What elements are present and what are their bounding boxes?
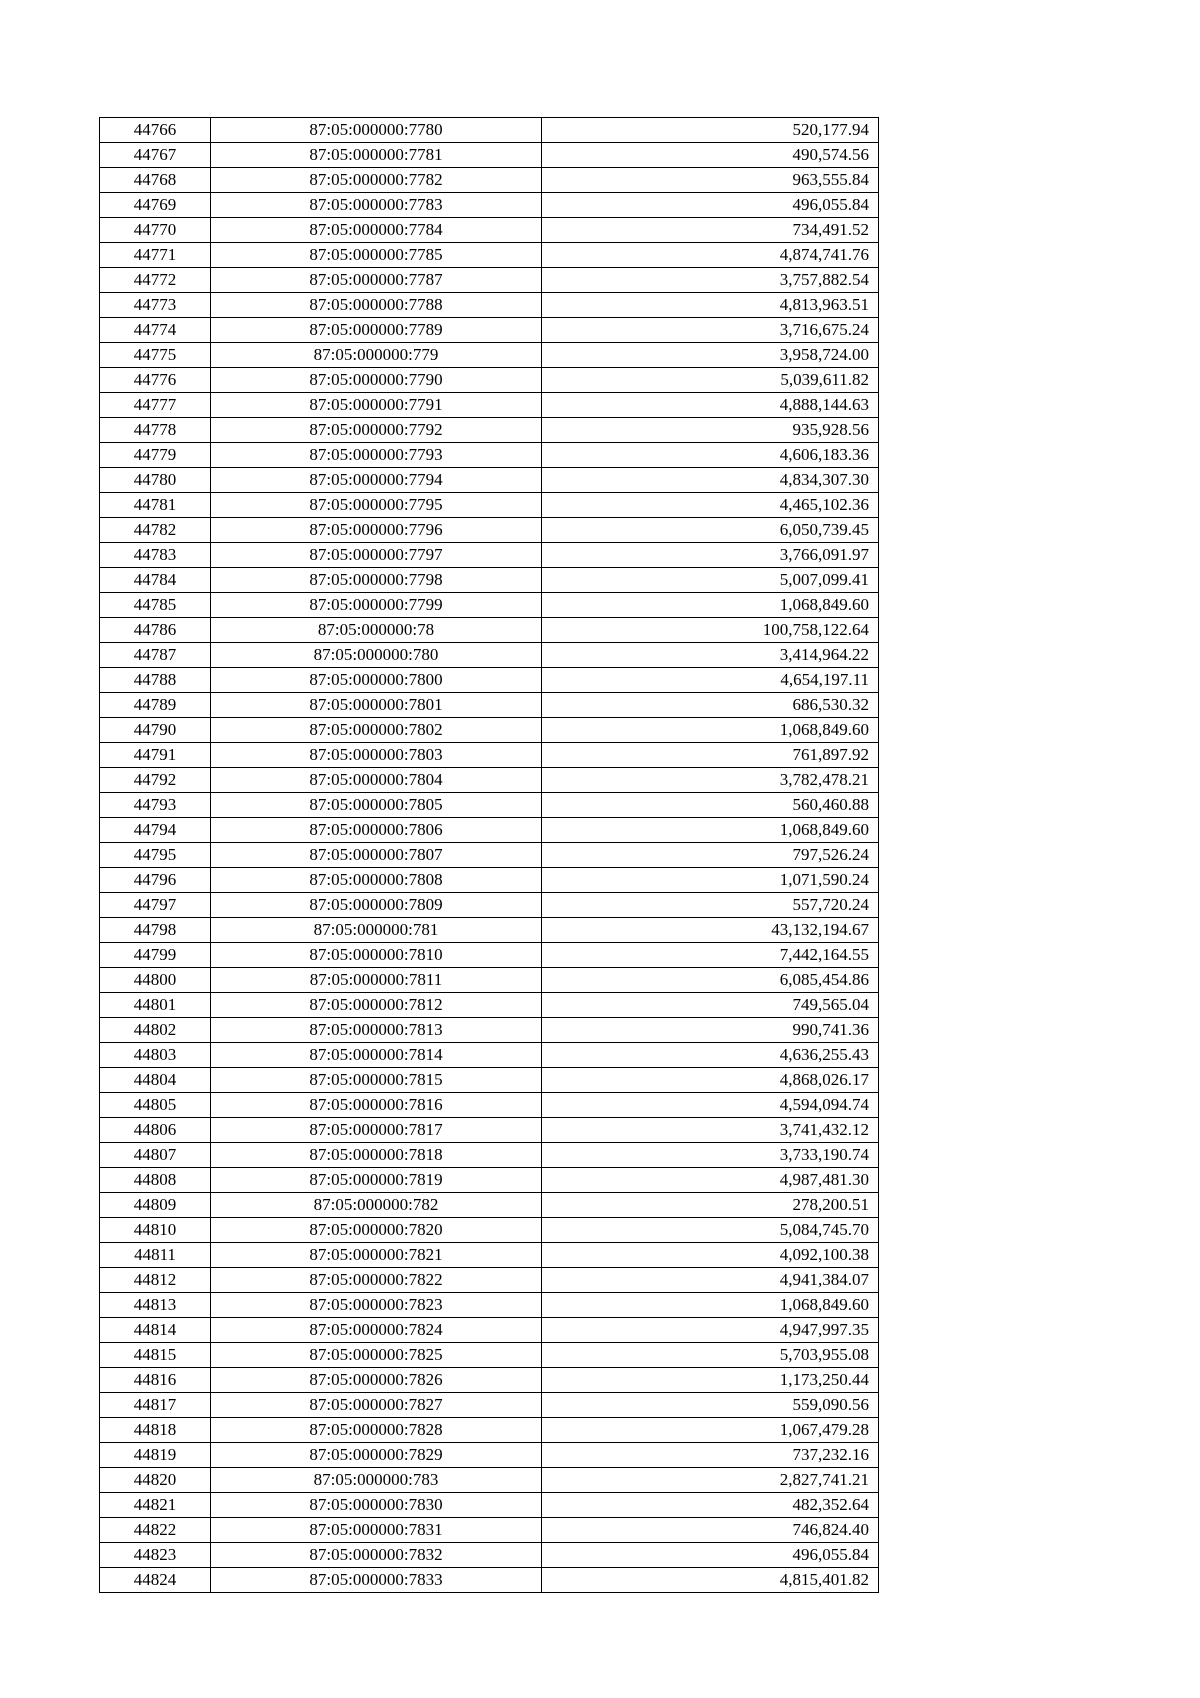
row-number-cell: 44801 [100, 993, 211, 1018]
value-cell: 737,232.16 [542, 1443, 879, 1468]
value-cell: 520,177.94 [542, 118, 879, 143]
row-number-cell: 44769 [100, 193, 211, 218]
value-cell: 43,132,194.67 [542, 918, 879, 943]
table-row [100, 1568, 879, 1593]
row-number-cell: 44784 [100, 568, 211, 593]
table-row [100, 618, 879, 643]
value-cell: 4,947,997.35 [542, 1318, 879, 1343]
table-row [100, 1368, 879, 1393]
cadastral-number-cell: 87:05:000000:7794 [211, 468, 542, 493]
table-row [100, 643, 879, 668]
table-row [100, 193, 879, 218]
cadastral-number-cell: 87:05:000000:7812 [211, 993, 542, 1018]
cadastral-number-cell: 87:05:000000:7808 [211, 868, 542, 893]
cadastral-number-cell: 87:05:000000:7810 [211, 943, 542, 968]
table-row [100, 793, 879, 818]
cadastral-number-cell: 87:05:000000:7800 [211, 668, 542, 693]
cadastral-number-cell: 87:05:000000:7826 [211, 1368, 542, 1393]
value-cell: 6,050,739.45 [542, 518, 879, 543]
value-cell: 4,868,026.17 [542, 1068, 879, 1093]
cadastral-number-cell: 87:05:000000:7811 [211, 968, 542, 993]
cadastral-number-cell: 87:05:000000:7809 [211, 893, 542, 918]
row-number-cell: 44783 [100, 543, 211, 568]
cadastral-number-cell: 87:05:000000:7785 [211, 243, 542, 268]
table-row [100, 893, 879, 918]
table-row [100, 1343, 879, 1368]
table-row [100, 243, 879, 268]
table-row [100, 318, 879, 343]
table-row [100, 1293, 879, 1318]
row-number-cell: 44806 [100, 1118, 211, 1143]
row-number-cell: 44780 [100, 468, 211, 493]
cadastral-number-cell: 87:05:000000:7822 [211, 1268, 542, 1293]
table-row [100, 993, 879, 1018]
row-number-cell: 44782 [100, 518, 211, 543]
table-row [100, 1418, 879, 1443]
cadastral-number-cell: 87:05:000000:7801 [211, 693, 542, 718]
value-cell: 4,815,401.82 [542, 1568, 879, 1593]
cadastral-number-cell: 87:05:000000:7823 [211, 1293, 542, 1318]
table-row [100, 1218, 879, 1243]
value-cell: 100,758,122.64 [542, 618, 879, 643]
cadastral-number-cell: 87:05:000000:7796 [211, 518, 542, 543]
cadastral-number-cell: 87:05:000000:7816 [211, 1093, 542, 1118]
value-cell: 4,987,481.30 [542, 1168, 879, 1193]
cadastral-number-cell: 87:05:000000:7807 [211, 843, 542, 868]
table-row [100, 1118, 879, 1143]
value-cell: 490,574.56 [542, 143, 879, 168]
row-number-cell: 44796 [100, 868, 211, 893]
table-row [100, 1243, 879, 1268]
value-cell: 1,173,250.44 [542, 1368, 879, 1393]
value-cell: 3,716,675.24 [542, 318, 879, 343]
table-row [100, 493, 879, 518]
table-row [100, 418, 879, 443]
table-row [100, 1268, 879, 1293]
value-cell: 559,090.56 [542, 1393, 879, 1418]
cadastral-number-cell: 87:05:000000:7833 [211, 1568, 542, 1593]
row-number-cell: 44776 [100, 368, 211, 393]
cadastral-number-cell: 87:05:000000:7793 [211, 443, 542, 468]
value-cell: 496,055.84 [542, 1543, 879, 1568]
cadastral-number-cell: 87:05:000000:7805 [211, 793, 542, 818]
table-row [100, 368, 879, 393]
cadastral-number-cell: 87:05:000000:7824 [211, 1318, 542, 1343]
value-cell: 4,606,183.36 [542, 443, 879, 468]
row-number-cell: 44797 [100, 893, 211, 918]
cadastral-number-cell: 87:05:000000:781 [211, 918, 542, 943]
value-cell: 935,928.56 [542, 418, 879, 443]
table-row [100, 1018, 879, 1043]
cadastral-number-cell: 87:05:000000:7820 [211, 1218, 542, 1243]
table-row [100, 218, 879, 243]
cadastral-number-cell: 87:05:000000:783 [211, 1468, 542, 1493]
row-number-cell: 44821 [100, 1493, 211, 1518]
table-row [100, 443, 879, 468]
cadastral-number-cell: 87:05:000000:7806 [211, 818, 542, 843]
value-cell: 3,741,432.12 [542, 1118, 879, 1143]
table-row [100, 943, 879, 968]
row-number-cell: 44778 [100, 418, 211, 443]
value-cell: 7,442,164.55 [542, 943, 879, 968]
value-cell: 990,741.36 [542, 1018, 879, 1043]
row-number-cell: 44793 [100, 793, 211, 818]
row-number-cell: 44777 [100, 393, 211, 418]
table-row [100, 968, 879, 993]
cadastral-number-cell: 87:05:000000:7827 [211, 1393, 542, 1418]
row-number-cell: 44767 [100, 143, 211, 168]
value-cell: 746,824.40 [542, 1518, 879, 1543]
table-row [100, 693, 879, 718]
table-row [100, 743, 879, 768]
cadastral-number-cell: 87:05:000000:7792 [211, 418, 542, 443]
value-cell: 3,414,964.22 [542, 643, 879, 668]
value-cell: 5,039,611.82 [542, 368, 879, 393]
table-row [100, 268, 879, 293]
row-number-cell: 44766 [100, 118, 211, 143]
table-row [100, 843, 879, 868]
value-cell: 1,068,849.60 [542, 1293, 879, 1318]
row-number-cell: 44807 [100, 1143, 211, 1168]
cadastral-number-cell: 87:05:000000:7781 [211, 143, 542, 168]
table-row [100, 768, 879, 793]
row-number-cell: 44786 [100, 618, 211, 643]
table-row [100, 1443, 879, 1468]
row-number-cell: 44790 [100, 718, 211, 743]
table-row [100, 668, 879, 693]
value-cell: 1,068,849.60 [542, 718, 879, 743]
value-cell: 4,941,384.07 [542, 1268, 879, 1293]
row-number-cell: 44814 [100, 1318, 211, 1343]
value-cell: 557,720.24 [542, 893, 879, 918]
cadastral-number-cell: 87:05:000000:7789 [211, 318, 542, 343]
row-number-cell: 44817 [100, 1393, 211, 1418]
row-number-cell: 44772 [100, 268, 211, 293]
value-cell: 963,555.84 [542, 168, 879, 193]
cadastral-number-cell: 87:05:000000:7787 [211, 268, 542, 293]
row-number-cell: 44787 [100, 643, 211, 668]
table-row [100, 918, 879, 943]
value-cell: 1,068,849.60 [542, 593, 879, 618]
value-cell: 482,352.64 [542, 1493, 879, 1518]
row-number-cell: 44794 [100, 818, 211, 843]
table-row [100, 293, 879, 318]
cadastral-number-cell: 87:05:000000:7784 [211, 218, 542, 243]
row-number-cell: 44819 [100, 1443, 211, 1468]
row-number-cell: 44809 [100, 1193, 211, 1218]
value-cell: 761,897.92 [542, 743, 879, 768]
row-number-cell: 44781 [100, 493, 211, 518]
value-cell: 4,636,255.43 [542, 1043, 879, 1068]
cadastral-number-cell: 87:05:000000:7828 [211, 1418, 542, 1443]
value-cell: 3,958,724.00 [542, 343, 879, 368]
table-row [100, 518, 879, 543]
value-cell: 5,703,955.08 [542, 1343, 879, 1368]
value-cell: 4,594,094.74 [542, 1093, 879, 1118]
value-cell: 5,084,745.70 [542, 1218, 879, 1243]
row-number-cell: 44791 [100, 743, 211, 768]
cadastral-number-cell: 87:05:000000:7780 [211, 118, 542, 143]
cadastral-number-cell: 87:05:000000:7832 [211, 1543, 542, 1568]
table-row [100, 1493, 879, 1518]
value-cell: 1,068,849.60 [542, 818, 879, 843]
value-cell: 4,874,741.76 [542, 243, 879, 268]
row-number-cell: 44785 [100, 593, 211, 618]
row-number-cell: 44813 [100, 1293, 211, 1318]
value-cell: 734,491.52 [542, 218, 879, 243]
table-row [100, 1518, 879, 1543]
value-cell: 3,733,190.74 [542, 1143, 879, 1168]
value-cell: 3,757,882.54 [542, 268, 879, 293]
table-row [100, 868, 879, 893]
table-row [100, 1543, 879, 1568]
table-row [100, 718, 879, 743]
value-cell: 3,766,091.97 [542, 543, 879, 568]
row-number-cell: 44770 [100, 218, 211, 243]
cadastral-number-cell: 87:05:000000:7795 [211, 493, 542, 518]
cadastral-number-cell: 87:05:000000:7791 [211, 393, 542, 418]
table-row [100, 393, 879, 418]
row-number-cell: 44824 [100, 1568, 211, 1593]
cadastral-number-cell: 87:05:000000:779 [211, 343, 542, 368]
value-cell: 4,888,144.63 [542, 393, 879, 418]
row-number-cell: 44816 [100, 1368, 211, 1393]
cadastral-number-cell: 87:05:000000:7798 [211, 568, 542, 593]
cadastral-number-cell: 87:05:000000:7804 [211, 768, 542, 793]
row-number-cell: 44800 [100, 968, 211, 993]
cadastral-number-cell: 87:05:000000:7790 [211, 368, 542, 393]
row-number-cell: 44808 [100, 1168, 211, 1193]
cadastral-number-cell: 87:05:000000:782 [211, 1193, 542, 1218]
cadastral-number-cell: 87:05:000000:7818 [211, 1143, 542, 1168]
row-number-cell: 44775 [100, 343, 211, 368]
row-number-cell: 44788 [100, 668, 211, 693]
row-number-cell: 44774 [100, 318, 211, 343]
table-row [100, 168, 879, 193]
value-cell: 797,526.24 [542, 843, 879, 868]
value-cell: 4,092,100.38 [542, 1243, 879, 1268]
table-row [100, 1468, 879, 1493]
row-number-cell: 44815 [100, 1343, 211, 1368]
value-cell: 749,565.04 [542, 993, 879, 1018]
row-number-cell: 44802 [100, 1018, 211, 1043]
cadastral-number-cell: 87:05:000000:7814 [211, 1043, 542, 1068]
value-cell: 560,460.88 [542, 793, 879, 818]
value-cell: 4,834,307.30 [542, 468, 879, 493]
row-number-cell: 44798 [100, 918, 211, 943]
row-number-cell: 44818 [100, 1418, 211, 1443]
table-body [100, 118, 879, 1593]
cadastral-number-cell: 87:05:000000:7783 [211, 193, 542, 218]
table-row [100, 468, 879, 493]
table-row [100, 543, 879, 568]
row-number-cell: 44773 [100, 293, 211, 318]
cadastral-number-cell: 87:05:000000:7815 [211, 1068, 542, 1093]
row-number-cell: 44823 [100, 1543, 211, 1568]
cadastral-value-table [99, 117, 879, 1593]
row-number-cell: 44804 [100, 1068, 211, 1093]
value-cell: 278,200.51 [542, 1193, 879, 1218]
cadastral-number-cell: 87:05:000000:78 [211, 618, 542, 643]
table-row [100, 1193, 879, 1218]
value-cell: 4,654,197.11 [542, 668, 879, 693]
cadastral-number-cell: 87:05:000000:7829 [211, 1443, 542, 1468]
cadastral-number-cell: 87:05:000000:7782 [211, 168, 542, 193]
value-cell: 6,085,454.86 [542, 968, 879, 993]
row-number-cell: 44820 [100, 1468, 211, 1493]
row-number-cell: 44771 [100, 243, 211, 268]
row-number-cell: 44805 [100, 1093, 211, 1118]
row-number-cell: 44811 [100, 1243, 211, 1268]
cadastral-number-cell: 87:05:000000:780 [211, 643, 542, 668]
table-row [100, 118, 879, 143]
value-cell: 4,813,963.51 [542, 293, 879, 318]
table-row [100, 1143, 879, 1168]
table-row [100, 1318, 879, 1343]
table-row [100, 593, 879, 618]
cadastral-number-cell: 87:05:000000:7802 [211, 718, 542, 743]
row-number-cell: 44812 [100, 1268, 211, 1293]
table-row [100, 568, 879, 593]
cadastral-number-cell: 87:05:000000:7803 [211, 743, 542, 768]
row-number-cell: 44768 [100, 168, 211, 193]
row-number-cell: 44810 [100, 1218, 211, 1243]
table-row [100, 818, 879, 843]
row-number-cell: 44779 [100, 443, 211, 468]
table-row [100, 1393, 879, 1418]
table-row [100, 1068, 879, 1093]
value-cell: 3,782,478.21 [542, 768, 879, 793]
table-row [100, 1043, 879, 1068]
value-cell: 686,530.32 [542, 693, 879, 718]
cadastral-number-cell: 87:05:000000:7788 [211, 293, 542, 318]
value-cell: 5,007,099.41 [542, 568, 879, 593]
cadastral-number-cell: 87:05:000000:7813 [211, 1018, 542, 1043]
table-row [100, 143, 879, 168]
cadastral-number-cell: 87:05:000000:7825 [211, 1343, 542, 1368]
row-number-cell: 44803 [100, 1043, 211, 1068]
cadastral-number-cell: 87:05:000000:7830 [211, 1493, 542, 1518]
row-number-cell: 44799 [100, 943, 211, 968]
cadastral-number-cell: 87:05:000000:7819 [211, 1168, 542, 1193]
table-row [100, 343, 879, 368]
value-cell: 1,067,479.28 [542, 1418, 879, 1443]
cadastral-number-cell: 87:05:000000:7799 [211, 593, 542, 618]
value-cell: 1,071,590.24 [542, 868, 879, 893]
cadastral-number-cell: 87:05:000000:7831 [211, 1518, 542, 1543]
row-number-cell: 44792 [100, 768, 211, 793]
row-number-cell: 44822 [100, 1518, 211, 1543]
row-number-cell: 44795 [100, 843, 211, 868]
table-row [100, 1093, 879, 1118]
value-cell: 2,827,741.21 [542, 1468, 879, 1493]
table-row [100, 1168, 879, 1193]
cadastral-number-cell: 87:05:000000:7817 [211, 1118, 542, 1143]
value-cell: 496,055.84 [542, 193, 879, 218]
row-number-cell: 44789 [100, 693, 211, 718]
cadastral-number-cell: 87:05:000000:7821 [211, 1243, 542, 1268]
cadastral-number-cell: 87:05:000000:7797 [211, 543, 542, 568]
value-cell: 4,465,102.36 [542, 493, 879, 518]
